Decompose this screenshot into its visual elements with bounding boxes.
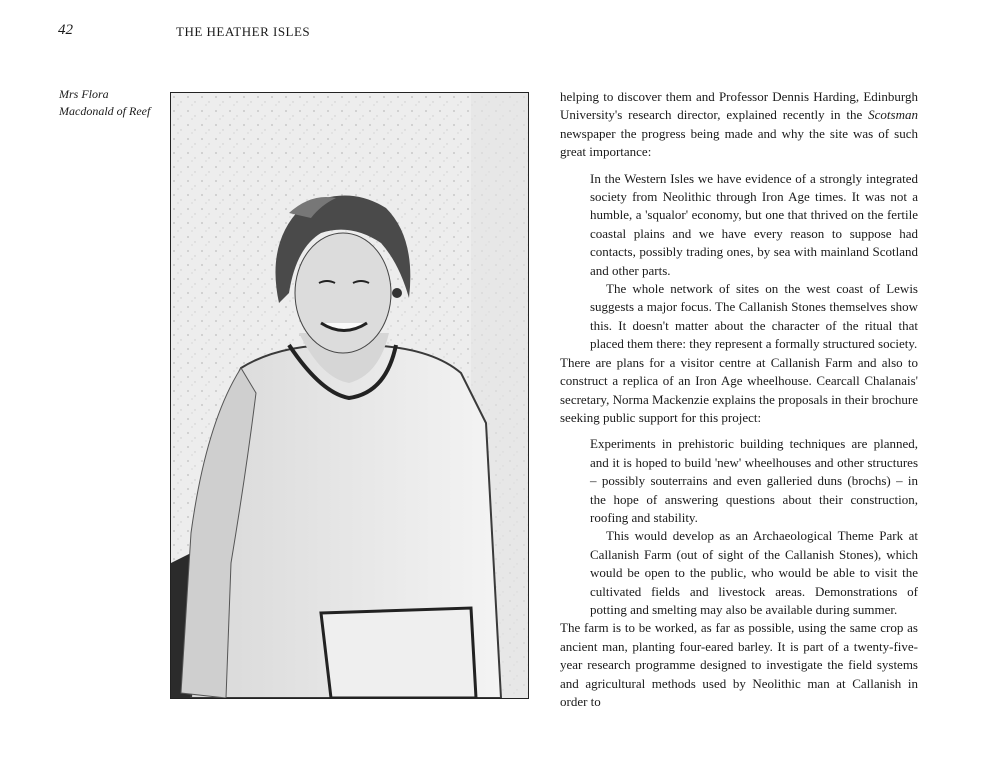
portrait-illustration	[171, 93, 528, 698]
body-text-column	[560, 88, 918, 711]
quote-1-paragraph-1: In the Western Isles we have evidence of a strongly integrated society from Neolithic through Iron Age times. It was not a humble, a 'squalor' economy, but one that thrived on the fertile coastal plains and we have every reason to suppose had contacts, possibly trading ones, by sea with mainland Scotland and other parts.	[590, 170, 918, 278]
paragraph-1	[560, 88, 918, 162]
paragraph-1-text-end: newspaper the progress being made and why the site was of such great importance:	[560, 125, 918, 160]
caption-line-1: Mrs Flora	[59, 87, 109, 101]
paragraph-3: The farm is to be worked, as far as possible, using the same crop as ancient man, planting four-eared barley. It is part of a twenty-five-year research programme designed to investigate the field systems and agricultural methods used by Neolithic man at Callanish in order to	[560, 620, 918, 709]
block-quote-2	[590, 435, 918, 619]
caption-line-2: Macdonald of Reef	[59, 104, 151, 118]
paragraph-2: There are plans for a visitor centre at Callanish Farm and also to construct a replica of an Iron Age wheelhouse. Cearcall Chalanais' secretary, Norma Mackenzie explains the proposals in their brochure seeking public support for this project:	[560, 354, 918, 425]
quote-1-paragraph-2: The whole network of sites on the west coast of Lewis suggests a major focus. The Callanish Stones themselves show this. It doesn't matter about the character of the ritual that placed them there: they represent a formally structured society.	[590, 281, 918, 352]
block-quote-1	[590, 170, 918, 354]
quote-2-paragraph-1: Experiments in prehistoric building techniques are planned, and it is hoped to build 'new' wheelhouses and other structures – possibly souterrains and even galleried duns (brochs) – in the hope of answering questions about their construction, roofing and stability.	[590, 436, 918, 525]
face	[295, 233, 391, 353]
photo-caption	[59, 86, 169, 120]
newspaper-title: Scotsman	[868, 107, 918, 123]
apron-pocket	[321, 608, 476, 698]
portrait-photo	[170, 92, 529, 699]
running-head: THE HEATHER ISLES	[176, 24, 311, 39]
paragraph-1-text: helping to discover them and Professor Dennis Harding, Edinburgh University's research director, explained recently in the	[560, 89, 918, 123]
quote-2-paragraph-2: This would develop as an Archaeological Theme Park at Callanish Farm (out of sight of the Callanish Stones), which would be open to the public, who would be able to visit the cultivated fields and livestock areas. Demonstrations of potting and smelting may also be available during summer.	[590, 528, 918, 617]
page-number: 42	[58, 22, 73, 38]
